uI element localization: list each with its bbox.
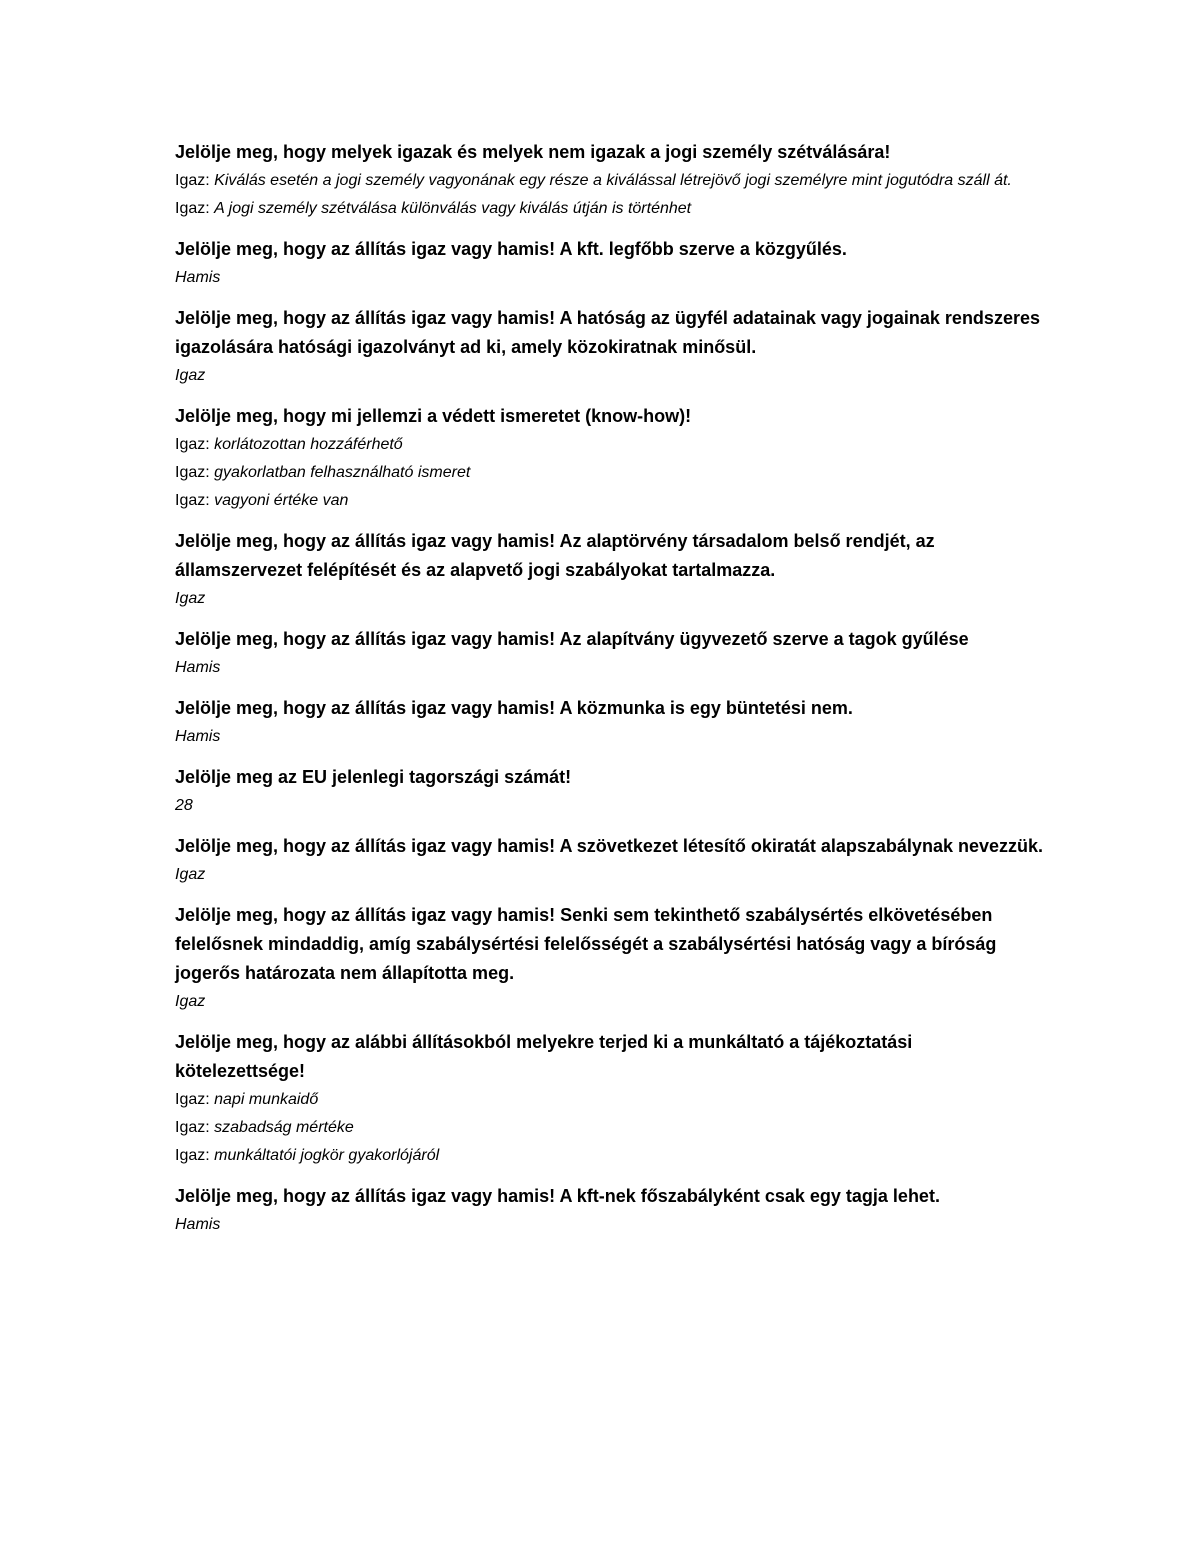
answer-text: vagyoni értéke van (214, 492, 349, 509)
answer-label: Igaz: (175, 464, 215, 481)
question-text: Jelölje meg, hogy az állítás igaz vagy hamis! Az alaptörvény társadalom belső rendjét, az államszervezet felépítését és az alapvető jogi szabályokat tartalmazza. (175, 531, 935, 580)
answer-text: Hamis (175, 728, 221, 745)
qa-item-7 (175, 694, 1045, 751)
qa-item-4 (175, 402, 1045, 515)
answer-line (175, 487, 1045, 515)
answer-line (175, 459, 1045, 487)
answer-line (175, 167, 1045, 195)
answer-text: napi munkaidő (214, 1091, 319, 1108)
question-text: Jelölje meg, hogy melyek igazak és melyek nem igazak a jogi személy szétválására! (175, 142, 891, 162)
answer-label: Igaz: (175, 1119, 215, 1136)
question-text: Jelölje meg, hogy az állítás igaz vagy hamis! A szövetkezet létesítő okiratát alapszabálynak nevezzük. (175, 836, 1043, 856)
answer-text: Kiválás esetén a jogi személy vagyonának egy része a kiválással létrejövő jogi személyre mint jogutódra száll át. (214, 172, 1012, 189)
answer-label: Igaz: (175, 492, 215, 509)
answer-text: gyakorlatban felhasználható ismeret (214, 464, 471, 481)
answer-text: Igaz (175, 993, 206, 1010)
question-text: Jelölje meg, hogy mi jellemzi a védett ismeretet (know-how)! (175, 406, 692, 426)
answer-text: Hamis (175, 269, 221, 286)
qa-item-3 (175, 304, 1045, 390)
answer-line (175, 431, 1045, 459)
question-text: Jelölje meg, hogy az állítás igaz vagy hamis! A közmunka is egy büntetési nem. (175, 698, 853, 718)
question-text: Jelölje meg, hogy az állítás igaz vagy hamis! Senki sem tekinthető szabálysértés elkövetésében felelősnek mindaddig, amíg szabálysértési felelősségét a szabálysértési hatóság vagy a bíróság jogerős határozata nem állapította meg. (175, 905, 997, 983)
answer-label: Igaz: (175, 172, 215, 189)
answer-line (175, 1142, 1045, 1170)
qa-item-6 (175, 625, 1045, 682)
question-text: Jelölje meg, hogy az állítás igaz vagy hamis! A hatóság az ügyfél adatainak vagy jogainak rendszeres igazolására hatósági igazolványt ad ki, amely közokiratnak minősül. (175, 308, 1040, 357)
question-text: Jelölje meg, hogy az állítás igaz vagy hamis! A kft-nek főszabályként csak egy tagja lehet. (175, 1186, 940, 1206)
answer-label: Igaz: (175, 1147, 215, 1164)
answer-line (175, 1086, 1045, 1114)
answer-text: A jogi személy szétválása különválás vagy kiválás útján is történhet (214, 200, 692, 217)
answer-text: munkáltatói jogkör gyakorlójáról (214, 1147, 440, 1164)
answer-text: Hamis (175, 659, 221, 676)
answer-line (175, 195, 1045, 223)
question-text: Jelölje meg, hogy az állítás igaz vagy hamis! A kft. legfőbb szerve a közgyűlés. (175, 239, 847, 259)
answer-text: Hamis (175, 1216, 221, 1233)
answer-text: korlátozottan hozzáférhető (214, 436, 403, 453)
answer-label: Igaz: (175, 200, 215, 217)
answer-text: Igaz (175, 367, 206, 384)
qa-item-11 (175, 1028, 1045, 1170)
qa-item-9 (175, 832, 1045, 889)
answer-text: szabadság mértéke (214, 1119, 354, 1136)
answer-label: Igaz: (175, 1091, 215, 1108)
answer-text: 28 (175, 797, 193, 814)
question-text: Jelölje meg az EU jelenlegi tagországi számát! (175, 767, 572, 787)
qa-item-12 (175, 1182, 1045, 1239)
answer-line (175, 1114, 1045, 1142)
qa-item-10 (175, 901, 1045, 1016)
qa-item-1 (175, 138, 1045, 223)
answer-text: Igaz (175, 866, 206, 883)
qa-item-5 (175, 527, 1045, 613)
qa-item-8 (175, 763, 1045, 820)
qa-item-2 (175, 235, 1045, 292)
question-text: Jelölje meg, hogy az alábbi állításokból melyekre terjed ki a munkáltató a tájékoztatási kötelezettsége! (175, 1032, 913, 1081)
document-page (175, 138, 1045, 1251)
answer-label: Igaz: (175, 436, 215, 453)
question-text: Jelölje meg, hogy az állítás igaz vagy hamis! Az alapítvány ügyvezető szerve a tagok gyűlése (175, 629, 969, 649)
answer-text: Igaz (175, 590, 206, 607)
